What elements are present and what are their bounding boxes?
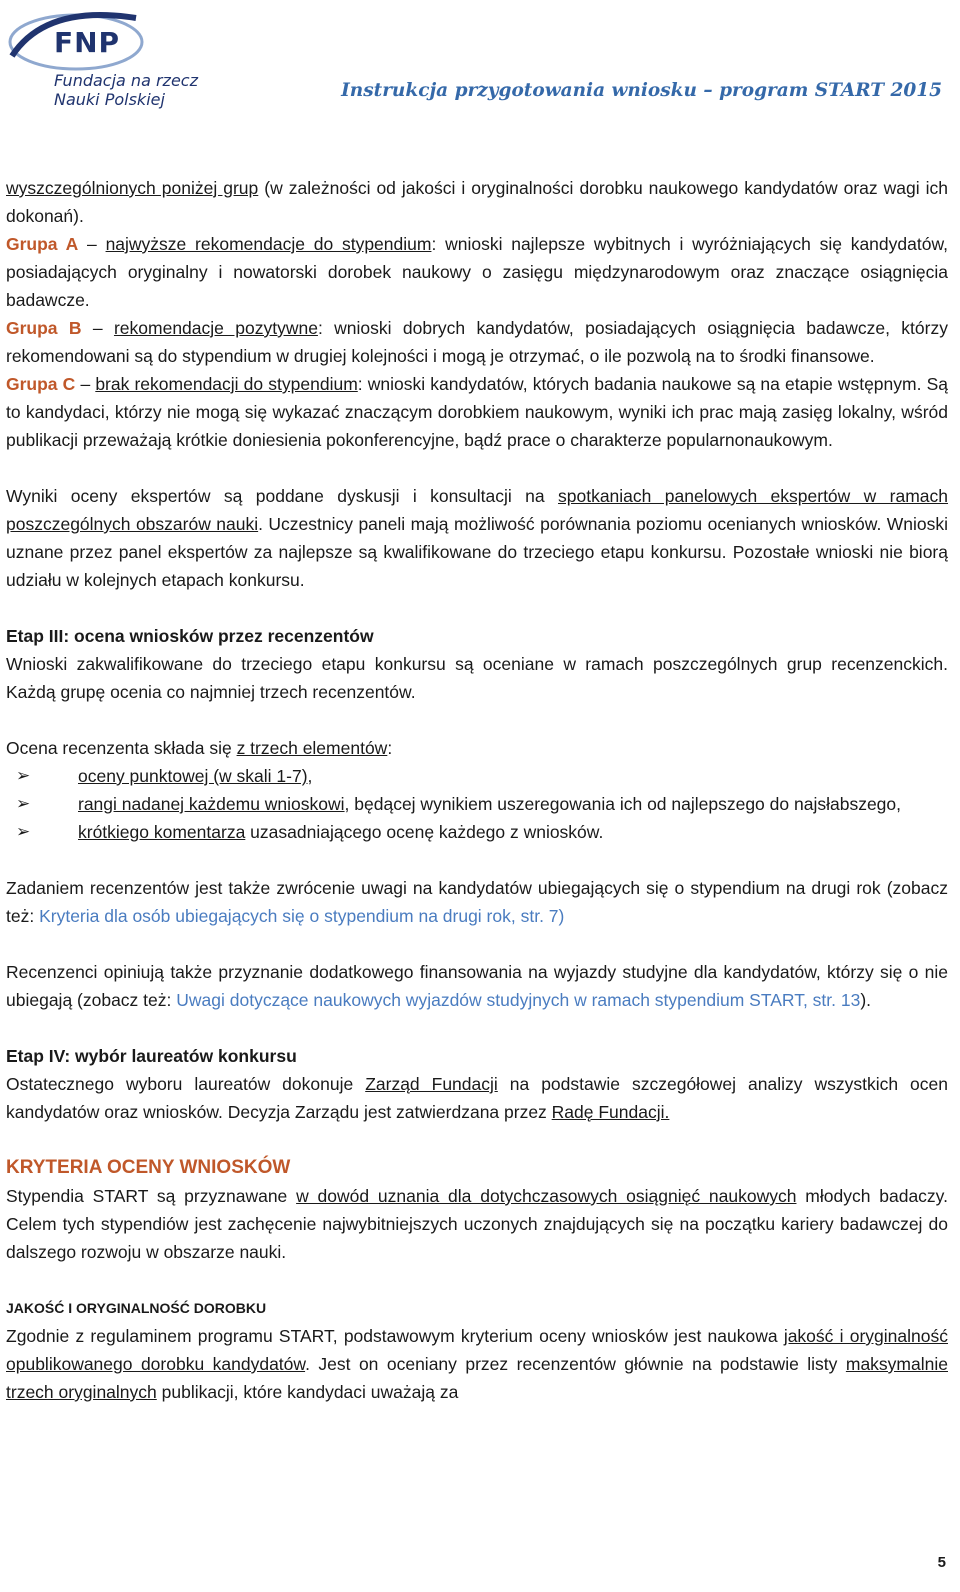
- logo-line-1: Fundacja na rzecz: [54, 71, 198, 90]
- item-rest: , będącej wynikiem uszeregowania ich od najlepszego do najsłabszego,: [344, 794, 902, 814]
- study-trips-link[interactable]: Uwagi dotyczące naukowych wyjazdów studyjnych w ramach stypendium START, str. 13: [176, 990, 861, 1010]
- review-text-a: Ocena recenzenta składa się: [6, 738, 237, 758]
- group-a-text: : wnioski najlepsze wybitnych i wyróżniających się kandydatów, posiadających oryginalny i nowatorski dorobek naukowy o zasięgu międzynarodowym oraz znaczące osiągnięcia badawcze.: [6, 234, 948, 310]
- quality-heading: JAKOŚĆ I ORYGINALNOŚĆ DOROBKU: [6, 1300, 267, 1316]
- document-body: [6, 174, 948, 1406]
- group-a-label: Grupa A: [6, 234, 79, 254]
- three-elements-link: z trzech elementów: [236, 738, 388, 758]
- quality-paragraph: [6, 1322, 948, 1406]
- arrow-bullet-icon: ➢: [16, 822, 31, 841]
- fnp-logo: [6, 4, 206, 114]
- panel-meetings-link: spotkaniach panelowych ekspertów w ramach poszczególnych obszarów nauki: [6, 486, 949, 534]
- review-text-b: :: [387, 738, 393, 758]
- intro-text: (w zależności od jakości i oryginalności dorobku naukowego kandydatów oraz wagi ich dokonań).: [6, 178, 948, 226]
- quality-text-b: . Jest on oceniany przez recenzentów głównie na podstawie listy: [305, 1354, 846, 1374]
- group-a-title: najwyższe rekomendacje do stypendium: [105, 234, 432, 254]
- quality-text-c: publikacji, które kandydaci uważają za: [156, 1382, 459, 1402]
- item-underlined: krótkiego komentarza: [78, 822, 246, 842]
- group-b-paragraph: [6, 314, 948, 370]
- second-year-paragraph: [6, 874, 948, 930]
- criteria-paragraph: [6, 1182, 948, 1266]
- intro-paragraph: [6, 174, 948, 230]
- stage-3-heading: Etap III: ocena wniosków przez recenzentów: [6, 626, 374, 646]
- item-underlined: rangi nadanej każdemu wnioskowi: [78, 794, 345, 814]
- panel-text-b: . Uczestnicy paneli mają możliwość porównania poziomu ocenianych wniosków. Wnioski uznane przez panel ekspertów za najlepsze są kwalifikowane do trzeciego etapu konkursu. Pozostałe wnioski nie biorą udziału w kolejnych etapach konkursu.: [6, 514, 948, 590]
- group-c-paragraph: [6, 370, 948, 454]
- groups-reference: wyszczególnionych poniżej grup: [6, 178, 259, 198]
- stage-4-text-a: Ostatecznego wyboru laureatów dokonuje: [6, 1074, 366, 1094]
- criteria-heading: KRYTERIA OCENY WNIOSKÓW: [6, 1157, 291, 1178]
- logo-abbreviation: FNP: [54, 26, 121, 59]
- group-b-text: : wnioski dobrych kandydatów, posiadających osiągnięcia badawcze, którzy rekomendowani są do stypendium w drugiej kolejności i mogą je otrzymać, o ile pozwolą na to środki finansowe.: [6, 318, 948, 366]
- group-b-label: Grupa B: [6, 318, 82, 338]
- second-year-text: Zadaniem recenzentów jest także zwrócenie uwagi na kandydatów ubiegających się o stypendium na drugi rok (zobacz też:: [6, 878, 948, 926]
- item-underlined: oceny punktowej (w skali 1-7): [78, 766, 308, 786]
- review-elements-intro: [6, 734, 948, 762]
- criteria-text-a: Stypendia START są przyznawane: [6, 1186, 297, 1206]
- stage-3-text: Wnioski zakwalifikowane do trzeciego etapu konkursu są oceniane w ramach poszczególnych grup recenzenckich. Każdą grupę ocenia co najmniej trzech recenzentów.: [6, 654, 948, 702]
- quality-underlined-2: maksymalnie trzech oryginalnych: [6, 1354, 948, 1402]
- arrow-bullet-icon: ➢: [16, 766, 31, 785]
- study-trips-text-a: Recenzenci opiniują także przyznanie dodatkowego finansowania na wyjazdy studyjne dla kandydatów, którzy się o nie ubiegają (zobacz też:: [6, 962, 948, 1010]
- list-item: [6, 762, 948, 790]
- group-b-dash: –: [81, 318, 114, 338]
- page-number: 5: [937, 1554, 946, 1571]
- item-rest: ,: [307, 766, 313, 786]
- group-c-label: Grupa C: [6, 374, 76, 394]
- board-link: Zarząd Fundacji: [365, 1074, 498, 1094]
- stage-4-text: [6, 1070, 948, 1126]
- list-item: [6, 818, 948, 846]
- group-c-dash: –: [75, 374, 96, 394]
- criteria-text-b: młodych badaczy. Celem tych stypendiów jest zachęcenie najwybitniejszych uczonych znajdujących się na początku kariery badawczej do dalszego rozwoju w obszarze nauki.: [6, 1186, 948, 1262]
- group-a-paragraph: [6, 230, 948, 314]
- criteria-underlined: w dowód uznania dla dotychczasowych osiągnięć naukowych: [296, 1186, 797, 1206]
- quality-underlined-1: jakość i oryginalność opublikowanego dorobku kandydatów: [6, 1326, 948, 1374]
- study-trips-paragraph: [6, 958, 948, 1014]
- document-header-title: Instrukcja przygotowania wniosku – program START 2015: [341, 80, 942, 101]
- group-a-dash: –: [78, 234, 106, 254]
- council-link: Radę Fundacji.: [551, 1102, 670, 1122]
- group-c-title: brak rekomendacji do stypendium: [95, 374, 358, 394]
- group-b-title: rekomendacje pozytywne: [113, 318, 318, 338]
- quality-text-a: Zgodnie z regulaminem programu START, podstawowym kryterium oceny wniosków jest naukowa: [6, 1326, 784, 1346]
- stage-4-text-b: na podstawie szczegółowej analizy wszystkich ocen kandydatów oraz wniosków. Decyzja Zarządu jest zatwierdzana przez: [6, 1074, 949, 1122]
- arrow-bullet-icon: ➢: [16, 794, 31, 813]
- second-year-criteria-link[interactable]: Kryteria dla osób ubiegających się o stypendium na drugi rok, str. 7): [39, 906, 565, 926]
- panel-text-a: Wyniki oceny ekspertów są poddane dyskusji i konsultacji na: [6, 486, 558, 506]
- logo-line-2: Nauki Polskiej: [54, 90, 165, 109]
- study-trips-text-b: ).: [860, 990, 872, 1010]
- item-rest: uzasadniającego ocenę każdego z wniosków.: [245, 822, 604, 842]
- panel-results-paragraph: [6, 482, 948, 594]
- review-elements-list: [6, 762, 948, 846]
- list-item: [6, 790, 948, 818]
- group-c-text: : wnioski kandydatów, których badania naukowe są na etapie wstępnym. Są to kandydaci, którzy nie mogą się wykazać znaczącym dorobkiem naukowym, wyniki ich prac mają zasięg lokalny, wśród publikacji przeważają krótkie doniesienia pokonferencyjne, bądź prace o charakterze popularnonaukowym.: [6, 374, 948, 450]
- stage-4-heading: Etap IV: wybór laureatów konkursu: [6, 1046, 297, 1066]
